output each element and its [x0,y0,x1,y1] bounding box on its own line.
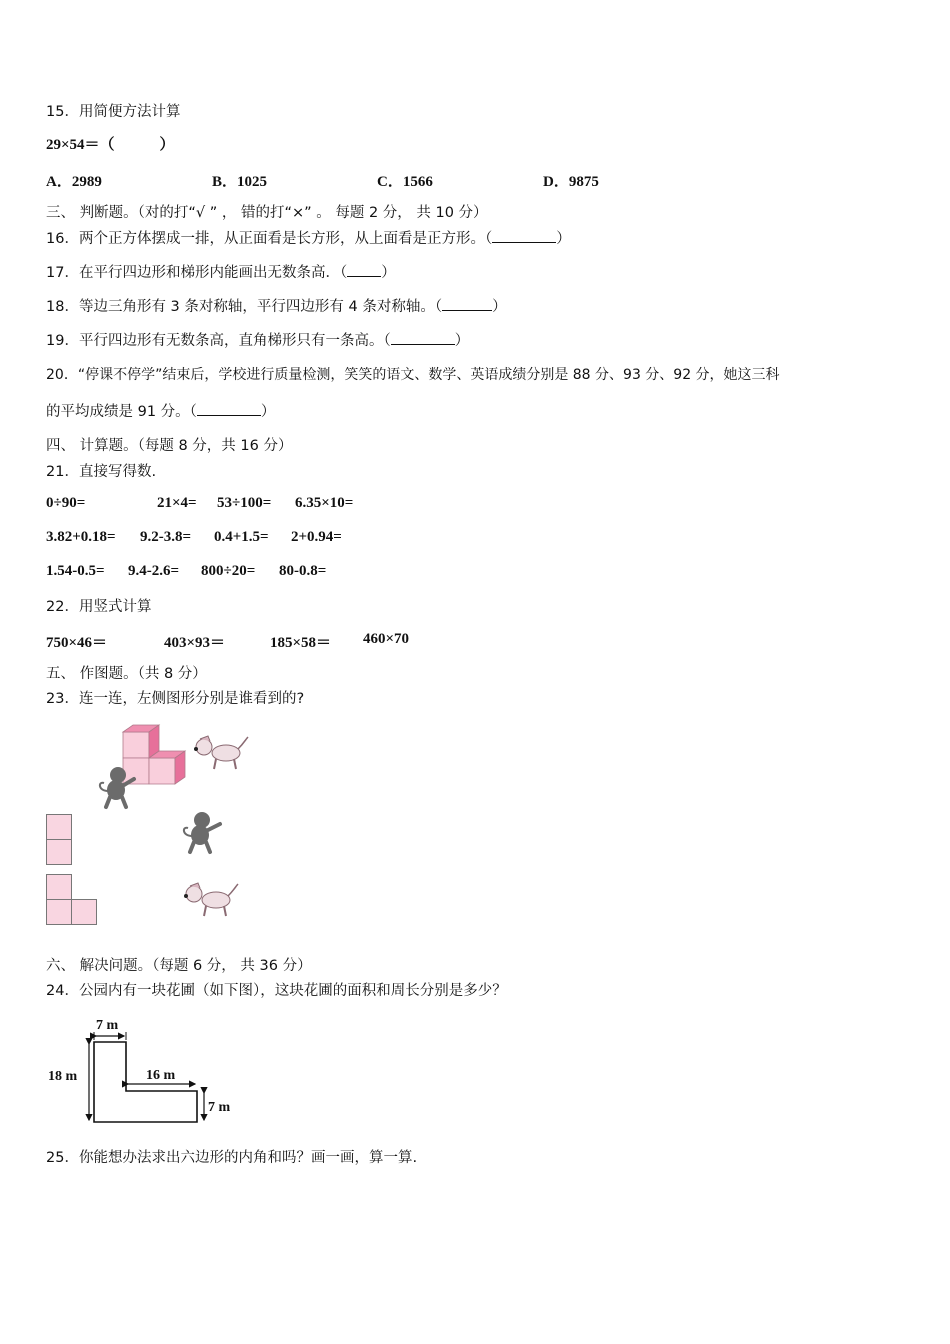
question-21-title: 21．直接写得数. [46,464,157,480]
section-5-heading: 五、 作图题。（共 8 分） [46,666,207,682]
calc-item: 2+0.94= [291,529,342,545]
question-17: 17．在平行四边形和梯形内能画出无数条高．（ ） [46,262,396,283]
question-16: 16．两个正方体摆成一排，从正面看是长方形，从上面看是正方形。（ ） [46,228,571,249]
option-d: D．9875 [543,174,599,190]
answer-blank[interactable] [391,330,455,345]
svg-text:18 m: 18 m [48,1069,78,1084]
view-l-shape-squares[interactable] [46,874,101,926]
answer-blank[interactable] [197,401,261,416]
calc-item: 80-0.8= [279,563,327,579]
question-18: 18．等边三角形有 3 条对称轴，平行四边形有 4 条对称轴。（ ） [46,296,507,317]
question-16-text: 16．两个正方体摆成一排，从正面看是长方形，从上面看是正方形。（ [46,231,493,247]
calc-item: 800÷20= [201,563,256,579]
question-24-title: 24．公园内有一块花圃（如下图），这块花圃的面积和周长分别是多少？ [46,983,507,999]
flower-bed-l-shape-figure [46,1012,246,1127]
answer-blank[interactable] [347,262,381,277]
question-23-title: 23．连一连，左侧图形分别是谁看到的? [46,691,305,707]
question-19-text: 19．平行四边形有无数条高，直角梯形只有一条高。（ [46,333,391,349]
question-17-text: 17．在平行四边形和梯形内能画出无数条高．（ [46,265,348,281]
calc-item: 0÷90= [46,495,86,511]
svg-text:16 m: 16 m [146,1068,176,1083]
calc-item: 9.4-2.6= [128,563,180,579]
question-20-line2: 的平均成绩是 91 分。（ ） [46,401,275,422]
section-4-heading: 四、 计算题。（每题 8 分，共 16 分） [46,438,293,454]
question-25-title: 25．你能想办法求出六边形的内角和吗？画一画，算一算. [46,1150,418,1166]
question-22-title: 22．用竖式计算 [46,599,152,615]
section-6-heading: 六、 解决问题。（每题 6 分， 共 36 分） [46,958,312,974]
question-15-expression: 29×54＝（ ） [46,137,175,153]
calc-item: 6.35×10= [295,495,354,511]
calc-item: 53÷100= [217,495,272,511]
dog-icon[interactable] [180,880,240,922]
question-15-title: 15．用简便方法计算 [46,104,181,120]
vertical-calc-item: 460×70 [363,631,410,647]
dog-icon [190,733,250,775]
svg-text:7 m: 7 m [208,1100,231,1115]
question-20-line1: 20．“停课不停学”结束后，学校进行质量检测，笑笑的语文、数学、英语成绩分别是 88 分、93 分、92 分，她这三科 [46,367,780,383]
option-b: B．1025 [212,174,268,190]
svg-text:7 m: 7 m [96,1018,119,1033]
vertical-calc-item: 403×93＝ [164,635,226,651]
option-a: A．2989 [46,174,102,190]
calc-item: 21×4= [157,495,197,511]
calc-item: 9.2-3.8= [140,529,192,545]
vertical-calc-item: 185×58＝ [270,635,332,651]
answer-blank[interactable] [442,296,492,311]
calc-item: 3.82+0.18= [46,529,116,545]
view-two-stacked-squares[interactable] [46,814,76,866]
vertical-calc-item: 750×46＝ [46,635,108,651]
option-c: C．1566 [377,174,433,190]
calc-item: 1.54-0.5= [46,563,105,579]
question-18-text: 18．等边三角形有 3 条对称轴，平行四边形有 4 条对称轴。（ [46,299,443,315]
answer-blank[interactable] [492,228,556,243]
calc-item: 0.4+1.5= [214,529,269,545]
monkey-icon [94,765,139,810]
question-19: 19．平行四边形有无数条高，直角梯形只有一条高。（ ） [46,330,469,351]
monkey-icon[interactable] [180,810,225,855]
section-3-heading: 三、 判断题。（对的打“√ ” ， 错的打“×” 。 每题 2 分， 共 10 分） [46,205,488,221]
